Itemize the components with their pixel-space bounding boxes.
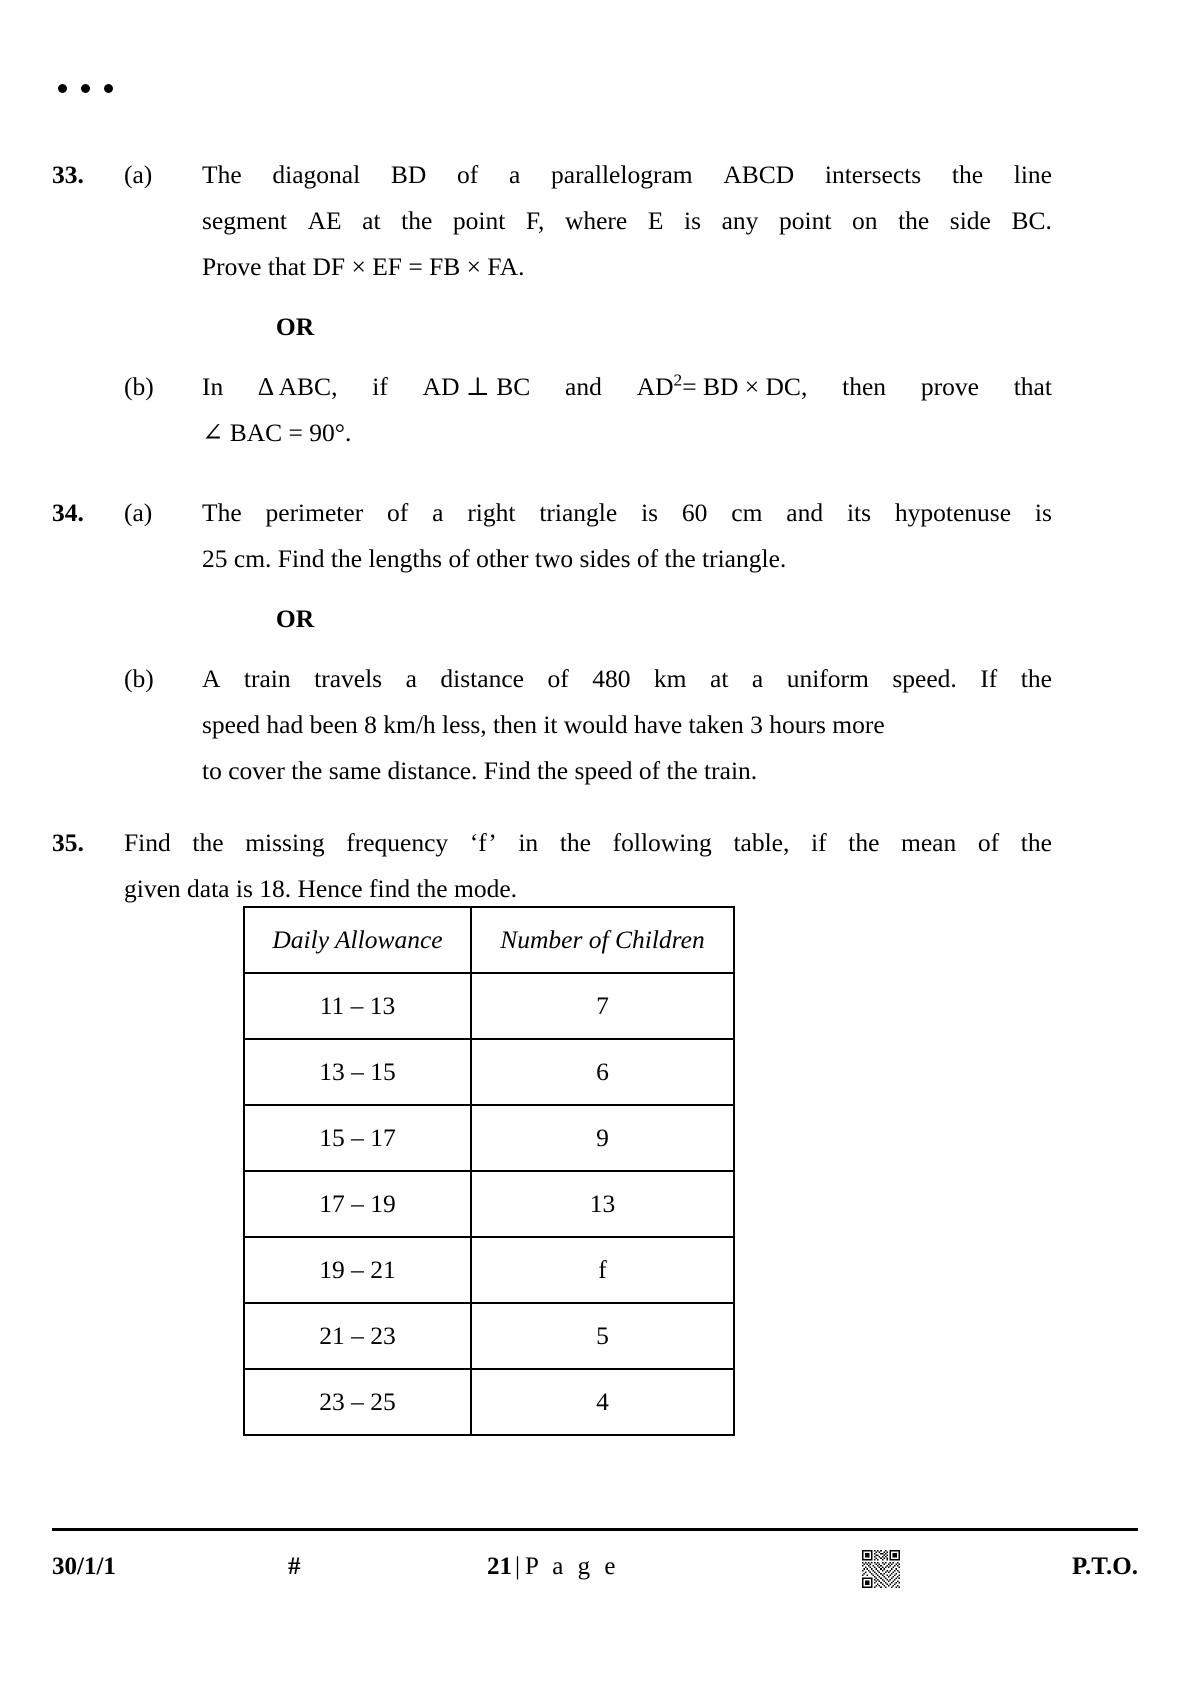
text-line: The diagonal BD of a parallelogram ABCD intersects the line (202, 160, 1052, 189)
cell-range: 21 – 23 (244, 1303, 471, 1369)
pto-label: P.T.O. (1072, 1553, 1138, 1580)
or-separator-33: OR (275, 312, 315, 341)
text-line: segment AE at the point F, where E is any point on the side BC. (202, 206, 1052, 235)
page-number: 21 (487, 1553, 512, 1580)
or-separator-34: OR (275, 604, 315, 633)
question-34a-label: (a) (124, 498, 153, 527)
cell-range: 23 – 25 (244, 1369, 471, 1435)
questions-content (52, 152, 1052, 912)
question-33b (52, 364, 1052, 456)
cell-count: f (471, 1237, 734, 1303)
table-row (244, 1171, 734, 1237)
table-row (244, 1369, 734, 1435)
table-header-row (244, 907, 734, 973)
question-33-number: 33. (52, 160, 84, 189)
dot-icon (58, 84, 67, 93)
table-row (244, 1039, 734, 1105)
text-line: to cover the same distance. Find the speed of the train. (202, 756, 758, 785)
footer-divider (52, 1528, 1138, 1531)
cell-count: 4 (471, 1369, 734, 1435)
frequency-table (243, 906, 735, 1436)
question-35-body (124, 820, 1052, 912)
column-header-daily-allowance: Daily Allowance (244, 907, 471, 973)
question-34 (52, 490, 1052, 582)
text-line: In ∆ ABC, if AD ⊥ BC and $AD^2=$ BD × DC, then prove that (202, 364, 1052, 410)
question-34a-body (202, 490, 1052, 582)
text-line: speed had been 8 km/h less, then it would have taken 3 hours more (202, 710, 885, 739)
top-dots-mark (58, 84, 113, 93)
cell-range: 11 – 13 (244, 973, 471, 1039)
page-word: P a g e (525, 1553, 620, 1580)
text-line: A train travels a distance of 480 km at a uniform speed. If the (202, 664, 1052, 693)
cell-range: 19 – 21 (244, 1237, 471, 1303)
page-footer (52, 1545, 1138, 1605)
cell-count: 9 (471, 1105, 734, 1171)
text-line: 25 cm. Find the lengths of other two sides of the triangle. (202, 544, 787, 573)
question-33 (52, 152, 1052, 290)
column-header-number-of-children: Number of Children (471, 907, 734, 973)
question-33a-body (202, 152, 1052, 290)
page-indicator (487, 1553, 619, 1581)
question-35 (52, 820, 1052, 912)
text-line: ∠ BAC = 90°. (202, 418, 352, 447)
question-33b-label: (b) (124, 372, 154, 401)
table-row (244, 1105, 734, 1171)
question-33a-label: (a) (124, 160, 153, 189)
question-33b-body (202, 364, 1052, 456)
question-34b-label: (b) (124, 664, 154, 693)
cell-count: 13 (471, 1171, 734, 1237)
cell-range: 17 – 19 (244, 1171, 471, 1237)
text-line: The perimeter of a right triangle is 60 cm and its hypotenuse is (202, 498, 1052, 527)
question-35-number: 35. (52, 828, 84, 857)
ad-squared-expression: $AD^2=$ BD × DC, (636, 370, 808, 401)
table-row (244, 1303, 734, 1369)
cell-count: 6 (471, 1039, 734, 1105)
qr-code (862, 1550, 900, 1588)
question-34b-body (202, 656, 1052, 794)
question-34-number: 34. (52, 498, 84, 527)
text-line: Find the missing frequency ‘f’ in the following table, if the mean of the (124, 828, 1052, 857)
question-34b (52, 656, 1052, 794)
frequency-table-wrapper (243, 906, 733, 1436)
text-line: given data is 18. Hence find the mode. (124, 874, 518, 903)
cell-count: 7 (471, 973, 734, 1039)
hash-marker: # (288, 1553, 301, 1580)
paper-code: 30/1/1 (52, 1553, 116, 1580)
cell-range: 15 – 17 (244, 1105, 471, 1171)
dot-icon (81, 84, 90, 93)
cell-count: 5 (471, 1303, 734, 1369)
table-row (244, 973, 734, 1039)
cell-range: 13 – 15 (244, 1039, 471, 1105)
page-separator: | (515, 1553, 521, 1580)
dot-icon (104, 84, 113, 93)
text-line: Prove that DF × EF = FB × FA. (202, 252, 525, 281)
table-row (244, 1237, 734, 1303)
